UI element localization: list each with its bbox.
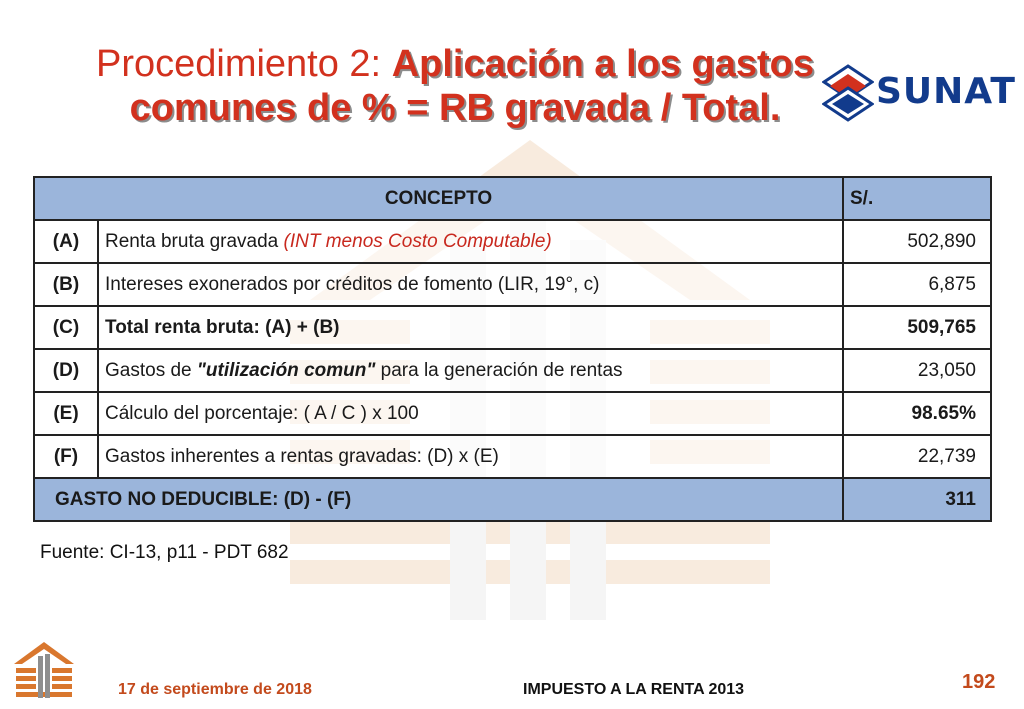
title-emphasis-line1: Aplicación a los gastos xyxy=(391,43,815,85)
table-header-row xyxy=(34,177,991,220)
row-amount: 502,890 xyxy=(843,220,991,263)
row-description xyxy=(98,220,843,263)
slide-title xyxy=(40,42,870,130)
row-description: Total renta bruta: (A) + (B) xyxy=(98,306,843,349)
title-lead: Procedimiento 2: xyxy=(95,43,392,85)
header-amount: S/. xyxy=(843,177,991,220)
sunat-emblem-icon xyxy=(822,64,874,122)
row-description xyxy=(98,349,843,392)
total-amount: 311 xyxy=(843,478,991,521)
row-amount: 6,875 xyxy=(843,263,991,306)
row-text-emphasis: "utilización comun" xyxy=(196,359,376,381)
row-code: (F) xyxy=(34,435,98,478)
row-code: (C) xyxy=(34,306,98,349)
row-description: Gastos inherentes a rentas gravadas: (D) x (E) xyxy=(98,435,843,478)
header-concept: CONCEPTO xyxy=(34,177,843,220)
brand-wordmark: SUNAT xyxy=(876,71,1016,112)
table-row xyxy=(34,435,991,478)
row-code: (A) xyxy=(34,220,98,263)
row-note: (INT menos Costo Computable) xyxy=(283,230,552,252)
table-row xyxy=(34,220,991,263)
total-label: GASTO NO DEDUCIBLE: (D) - (F) xyxy=(34,478,843,521)
title-emphasis-line2: comunes de % = RB gravada / Total. xyxy=(129,87,781,129)
total-row xyxy=(34,478,991,521)
row-description: Intereses exonerados por créditos de fomento (LIR, 19°, c) xyxy=(98,263,843,306)
row-description: Cálculo del porcentaje: ( A / C ) x 100 xyxy=(98,392,843,435)
footer-date: 17 de septiembre de 2018 xyxy=(118,681,312,698)
row-code: (B) xyxy=(34,263,98,306)
footer-title: IMPUESTO A LA RENTA 2013 xyxy=(523,681,745,698)
row-amount: 509,765 xyxy=(843,306,991,349)
row-amount: 22,739 xyxy=(843,435,991,478)
row-text-post: para la generación de rentas xyxy=(375,359,623,381)
row-text-pre: Gastos de xyxy=(105,359,197,381)
table-row xyxy=(34,349,991,392)
row-code: (E) xyxy=(34,392,98,435)
row-amount: 23,050 xyxy=(843,349,991,392)
page-number: 192 xyxy=(962,671,996,693)
sunat-logo xyxy=(822,64,1020,124)
row-amount: 98.65% xyxy=(843,392,991,435)
concept-table xyxy=(33,176,992,522)
source-note: Fuente: CI-13, p11 - PDT 682 xyxy=(40,542,289,563)
building-logo-icon xyxy=(12,640,76,704)
table-row xyxy=(34,306,991,349)
row-code: (D) xyxy=(34,349,98,392)
table-row xyxy=(34,392,991,435)
table-row xyxy=(34,263,991,306)
row-text: Renta bruta gravada xyxy=(105,230,284,252)
